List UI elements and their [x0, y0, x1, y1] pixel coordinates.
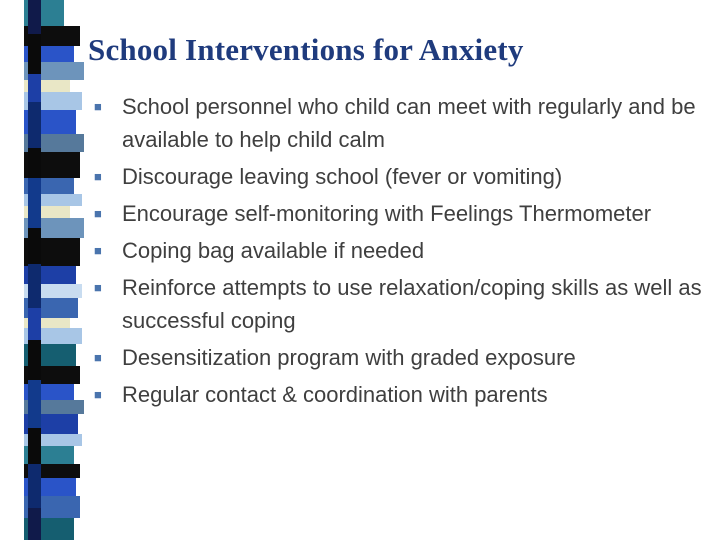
bullet-text: Regular contact & coordination with parents	[122, 382, 548, 407]
bullet-text: Coping bag available if needed	[122, 238, 425, 263]
bullet-text: Discourage leaving school (fever or vomiting)	[122, 164, 563, 189]
strip-segment	[28, 148, 41, 178]
strip-segment	[28, 102, 41, 148]
strip-segment	[28, 34, 41, 74]
bullet-item	[94, 90, 706, 156]
strip-segment	[28, 74, 41, 102]
strip-segment	[28, 380, 41, 428]
left-accent-strip	[28, 0, 41, 540]
strip-segment	[28, 508, 41, 540]
bullet-square-icon: ■	[94, 280, 102, 295]
slide-content	[88, 0, 706, 540]
bullet-square-icon: ■	[94, 206, 102, 221]
strip-segment	[28, 264, 41, 308]
bullet-text: Reinforce attempts to use relaxation/coping skills as well as successful coping	[122, 275, 702, 333]
bullet-text: School personnel who child can meet with regularly and be available to help child calm	[122, 94, 696, 152]
bullet-item	[94, 160, 706, 193]
bullet-square-icon: ■	[94, 243, 102, 258]
strip-segment	[28, 228, 41, 264]
bullet-item	[94, 378, 706, 411]
bullet-item	[94, 341, 706, 374]
page-title: School Interventions for Anxiety	[88, 32, 524, 67]
bullet-list	[88, 90, 706, 411]
bullet-text: Desensitization program with graded exposure	[122, 345, 576, 370]
bullet-item	[94, 197, 706, 230]
strip-segment	[28, 178, 41, 228]
strip-segment	[28, 340, 41, 380]
bullet-square-icon: ■	[94, 350, 102, 365]
bullet-square-icon: ■	[94, 169, 102, 184]
strip-segment	[28, 428, 41, 464]
bullet-text: Encourage self-monitoring with Feelings Thermometer	[122, 201, 652, 226]
strip-segment	[28, 0, 41, 34]
bullet-item	[94, 234, 706, 267]
bullet-square-icon: ■	[94, 99, 102, 114]
bullet-square-icon: ■	[94, 387, 102, 402]
strip-segment	[28, 308, 41, 340]
bullet-item	[94, 271, 706, 337]
strip-segment	[28, 464, 41, 508]
